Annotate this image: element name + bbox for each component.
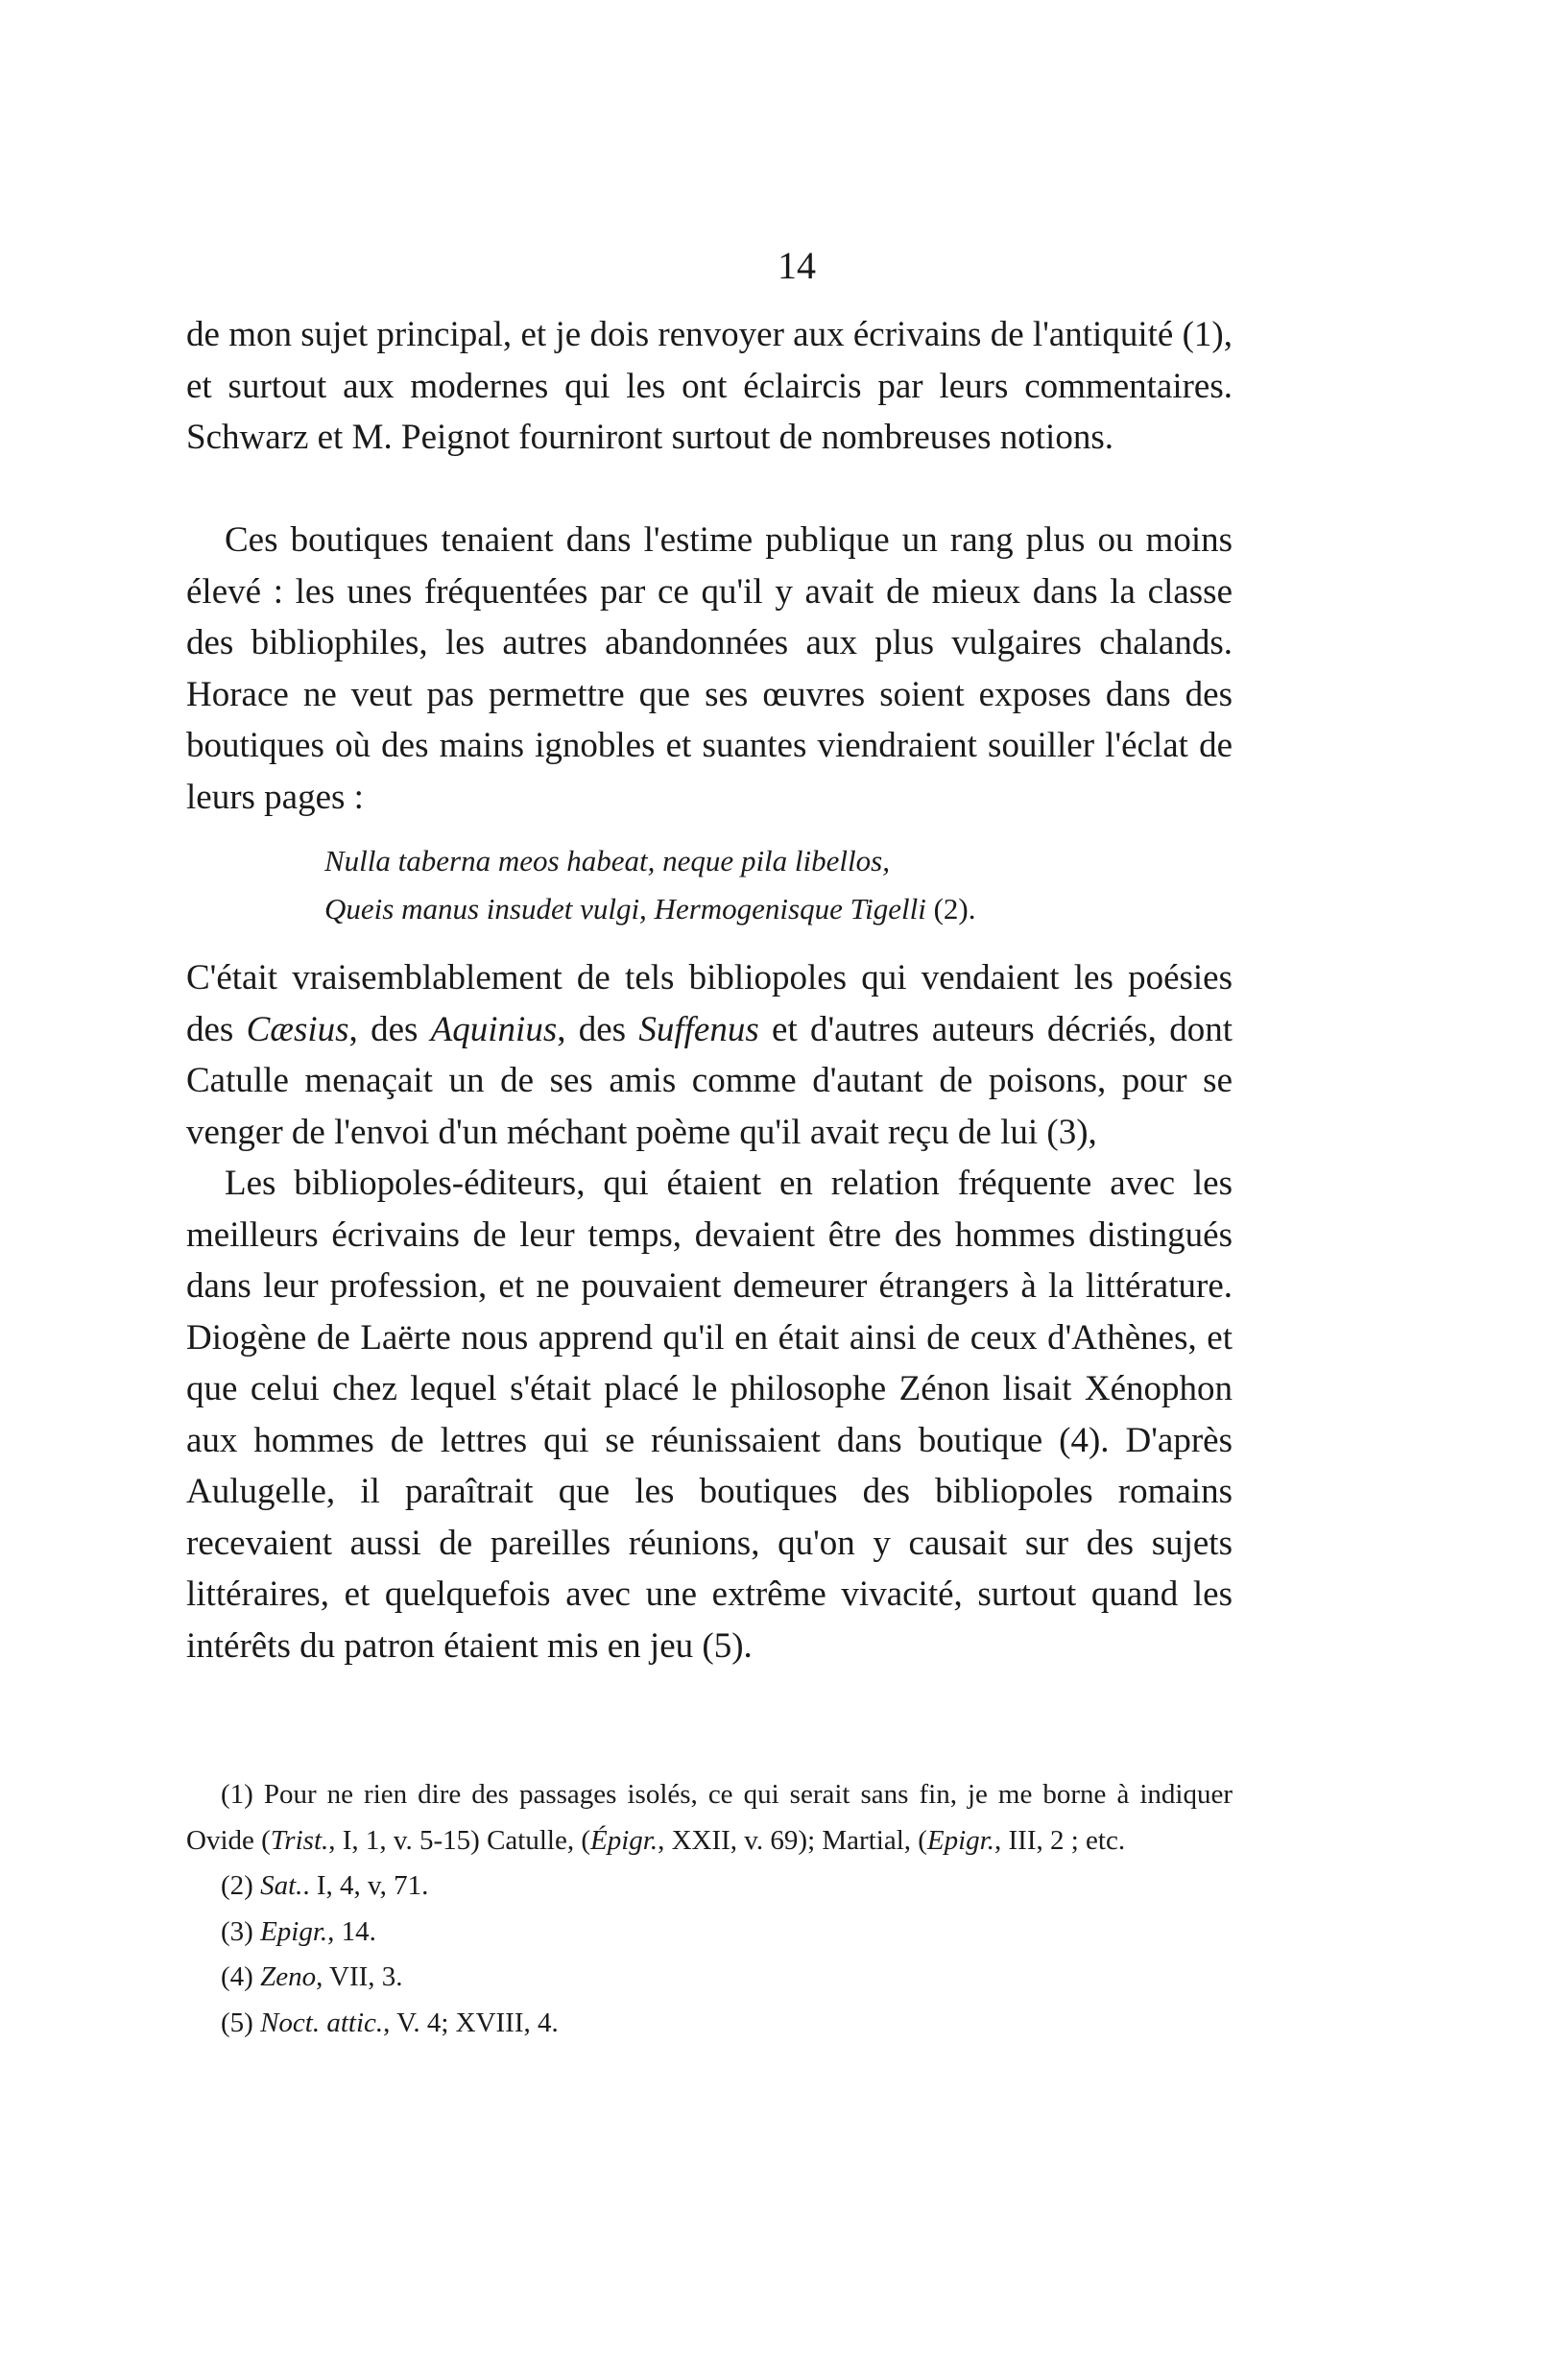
- footnote-2: (2) Sat.. I, 4, v, 71.: [221, 1870, 429, 1901]
- paragraph-boutiques: Ces boutiques tenaient dans l'estime publique un rang plus ou moins élevé : les unes fréquentées par ce qu'il y avait de mieux dans la classe des bibliophiles, les autres abandonnées aux plus vulgaires chalands. Horace ne veut pas permettre que ses œuvres soient exposes dans des boutiques où des mains ignobles et suantes viendraient souiller l'éclat de leurs pages :: [186, 520, 1233, 817]
- author-name-aquinius: Aquinius: [430, 1009, 558, 1049]
- paragraph-vraisemblablement: C'était vraisemblablement de tels bibliopoles qui vendaient les poésies des Cæsius, des Aquinius, des Suffenus et d'autres auteurs décriés, dont Catulle menaçait un de ses amis comme d'autant de poisons, pour se venger de l'envoi d'un méchant poème qu'il avait reçu de lui (3),: [186, 958, 1233, 1152]
- footnote-4: (4) Zeno, VII, 3.: [221, 1961, 403, 1992]
- horace-quotation: [324, 837, 1188, 933]
- footnote-1: (1) Pour ne rien dire des passages isolés, ce qui serait sans fin, je me borne à indiquer Ovide (Trist., I, 1, v. 5-15) Catulle, (Épigr., XXII, v. 69); Martial, (Epigr., III, 2 ; etc.: [186, 1779, 1233, 1856]
- footnote-3: (3) Epigr., 14.: [221, 1915, 376, 1947]
- author-name-caesius: Cæsius: [246, 1009, 349, 1049]
- verse-line-1: Nulla taberna meos habeat, neque pila libellos,: [324, 844, 890, 877]
- paragraph-continuation: de mon sujet principal, et je dois renvoyer aux écrivains de l'antiquité (1), et surtout aux modernes qui les ont éclaircis par leurs commentaires. Schwarz et M. Peignot fourniront surtout de nombreuses notions.: [186, 315, 1233, 457]
- page-number: 14: [778, 244, 816, 287]
- author-name-suffenus: Suffenus: [638, 1009, 759, 1049]
- footnote-5: (5) Noct. attic., V. 4; XVIII, 4.: [221, 2007, 559, 2038]
- verse-line-2: Queis manus insudet vulgi, Hermogenisque Tigelli (2).: [324, 892, 976, 926]
- footnotes: [186, 1772, 1233, 2046]
- paragraph-editeurs: Les bibliopoles-éditeurs, qui étaient en relation fréquente avec les meilleurs écrivains de leur temps, devaient être des hommes distingués dans leur profession, et ne pouvaient demeurer étrangers à la littérature. Diogène de Laërte nous apprend qu'il en était ainsi de ceux d'Athènes, et que celui chez lequel s'était placé le philosophe Zénon lisait Xénophon aux hommes de lettres qui se réunissaient dans boutique (4). D'après Aulugelle, il paraîtrait que les boutiques des bibliopoles romains recevaient aussi de pareilles réunions, qu'on y causait sur des sujets littéraires, et quelquefois avec une extrême vivacité, surtout quand les intérêts du patron étaient mis en jeu (5).: [186, 1164, 1233, 1666]
